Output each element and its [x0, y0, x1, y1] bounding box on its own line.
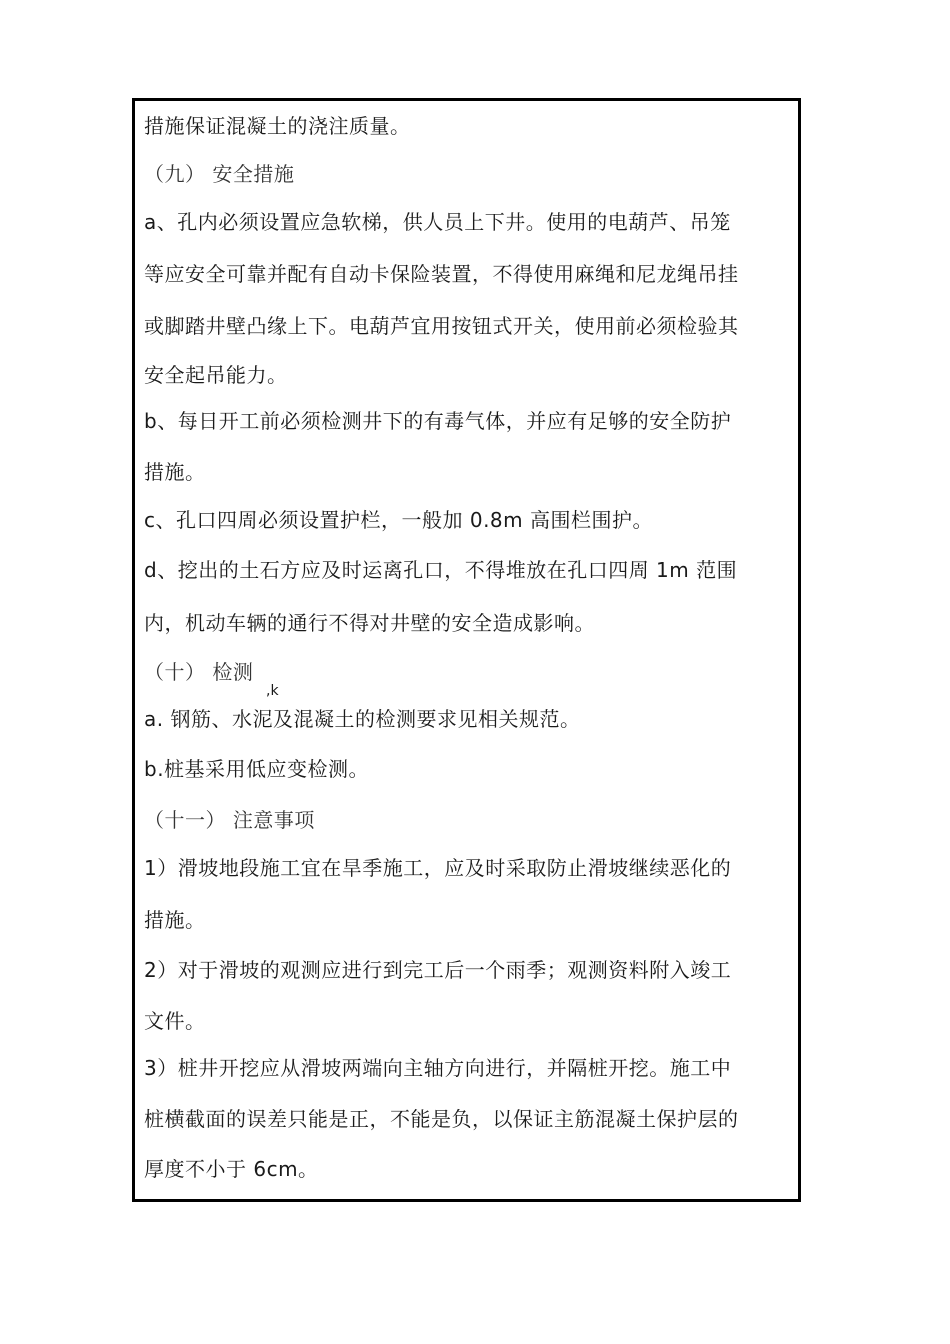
text-line-21: 桩横截面的误差只能是正，不能是负，以保证主筋混凝土保护层的 — [144, 1107, 739, 1131]
text-line-19: 文件。 — [144, 1009, 206, 1033]
text-line-9: c、孔口四周必须设置护栏，一般加 0.8m 高围栏围护。 — [144, 508, 653, 532]
stray-mark: ,k — [266, 683, 279, 699]
text-line-1: 措施保证混凝土的浇注质量。 — [144, 114, 411, 138]
text-line-18: 2）对于滑坡的观测应进行到完工后一个雨季；观测资料附入竣工 — [144, 958, 732, 982]
text-line-14: b.桩基采用低应变检测。 — [144, 757, 370, 781]
text-line-5: 或脚踏井壁凸缘上下。电葫芦宜用按钮式开关，使用前必须检验其 — [144, 314, 739, 338]
text-line-10: d、挖出的土石方应及时运离孔口，不得堆放在孔口四周 1m 范围 — [144, 558, 738, 582]
text-line-16: 1）滑坡地段施工宜在旱季施工，应及时采取防止滑坡继续恶化的 — [144, 856, 732, 880]
text-line-11: 内，机动车辆的通行不得对井壁的安全造成影响。 — [144, 611, 595, 635]
section-heading-9: （九） 安全措施 — [144, 162, 295, 186]
section-heading-11: （十一） 注意事项 — [144, 808, 315, 832]
text-line-3: a、孔内必须设置应急软梯，供人员上下井。使用的电葫芦、吊笼 — [144, 210, 731, 234]
text-line-22: 厚度不小于 6cm。 — [144, 1157, 319, 1181]
text-line-6: 安全起吊能力。 — [144, 363, 288, 387]
section-heading-10: （十） 检测 — [144, 660, 254, 684]
text-line-13: a. 钢筋、水泥及混凝土的检测要求见相关规范。 — [144, 707, 581, 731]
text-line-4: 等应安全可靠并配有自动卡保险装置，不得使用麻绳和尼龙绳吊挂 — [144, 262, 739, 286]
text-line-8: 措施。 — [144, 460, 206, 484]
text-line-17: 措施。 — [144, 908, 206, 932]
text-line-7: b、每日开工前必须检测井下的有毒气体，并应有足够的安全防护 — [144, 409, 732, 433]
text-line-20: 3）桩井开挖应从滑坡两端向主轴方向进行，并隔桩开挖。施工中 — [144, 1056, 732, 1080]
